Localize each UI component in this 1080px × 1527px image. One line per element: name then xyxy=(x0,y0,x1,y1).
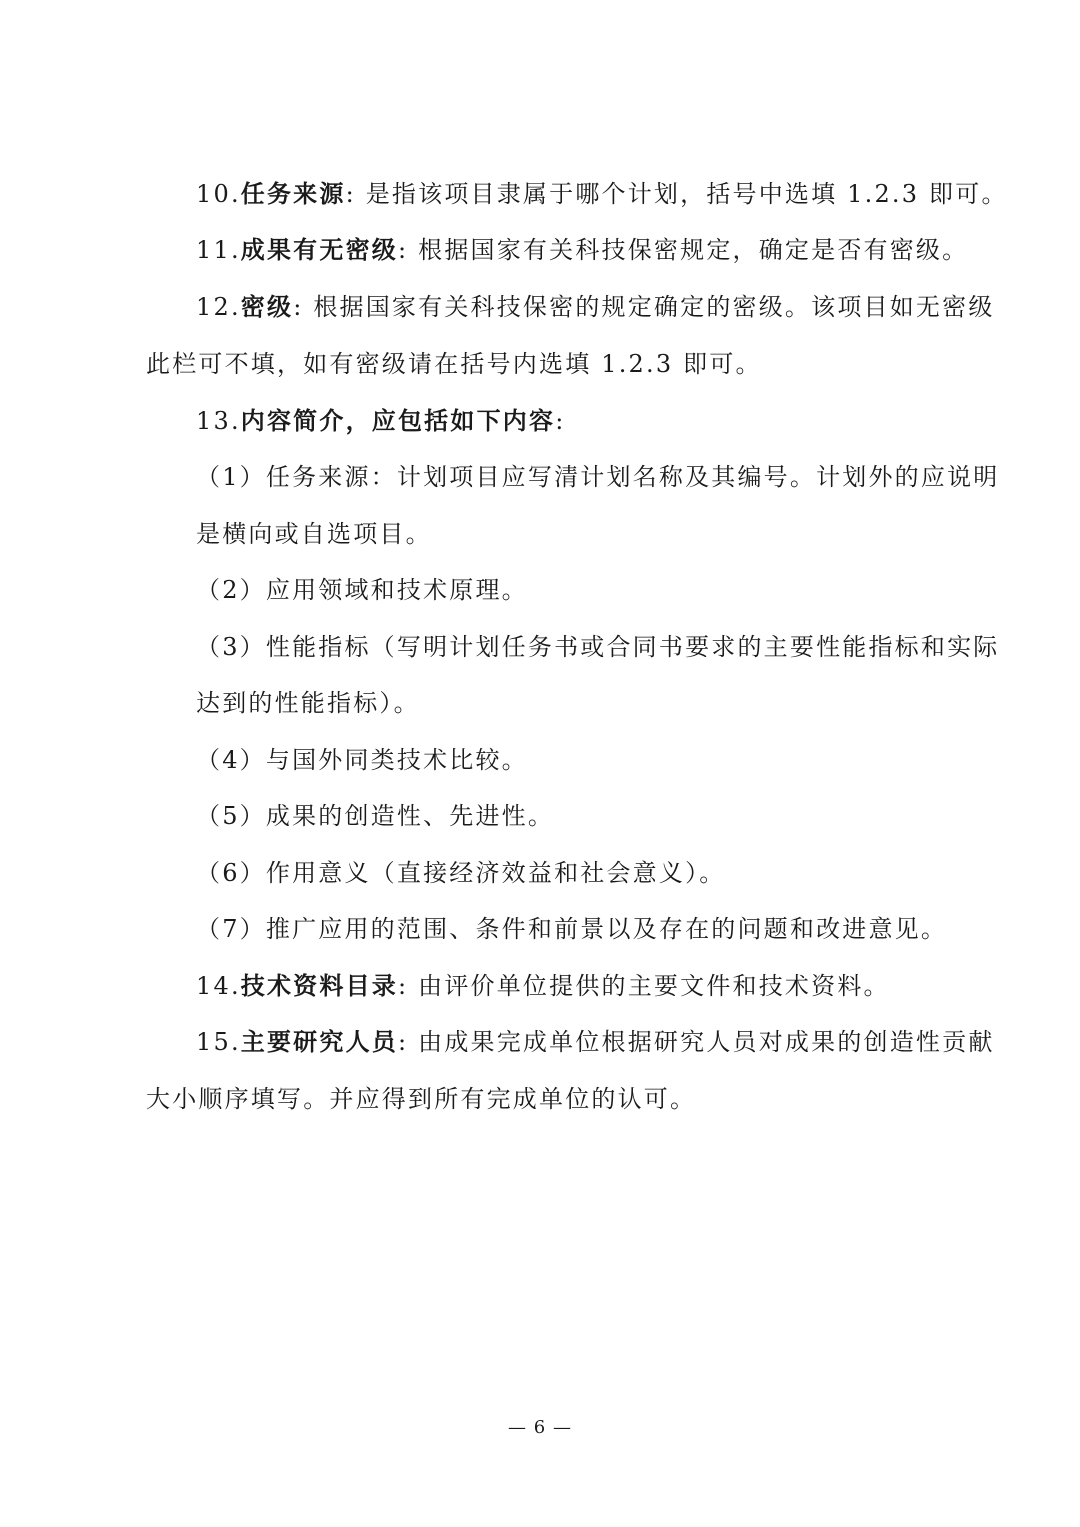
item-15-number: 15. xyxy=(196,1028,241,1056)
page-number: — 6 — xyxy=(508,1417,572,1438)
subitem-3 xyxy=(0,627,1080,667)
item-10-text: 是指该项目隶属于哪个计划，括号中选填 1.2.3 即可。 xyxy=(365,180,1008,208)
subitem-1-text-line1: （1）任务来源：计划项目应写清计划名称及其编号。计划外的应说明 xyxy=(196,463,1000,491)
item-11-text: 根据国家有关科技保密规定，确定是否有密级。 xyxy=(418,236,969,264)
subitem-4-text: （4）与国外同类技术比较。 xyxy=(196,746,528,774)
item-11-separator: : xyxy=(397,236,409,264)
item-15-continuation xyxy=(0,1079,1080,1119)
item-10-separator: : xyxy=(345,180,356,208)
subitem-4 xyxy=(0,740,1080,780)
item-13-number: 13. xyxy=(196,407,241,435)
item-12 xyxy=(0,287,1080,327)
item-11-label: 成果有无密级 xyxy=(240,235,398,264)
item-12-label: 密级 xyxy=(240,292,294,321)
item-11-number: 11. xyxy=(196,236,241,264)
item-13-separator: : xyxy=(555,407,566,435)
item-14-label: 技术资料目录 xyxy=(240,971,398,1000)
item-13 xyxy=(0,401,1080,441)
subitem-2 xyxy=(0,570,1080,610)
subitem-6 xyxy=(0,853,1080,893)
subitem-1-text-line2: 是横向或自选项目。 xyxy=(196,520,432,548)
item-12-separator: : xyxy=(293,293,304,321)
item-10-number: 10. xyxy=(196,180,241,208)
subitem-3-text-line2: 达到的性能指标）。 xyxy=(196,689,420,717)
item-12-text-line2: 此栏可不填，如有密级请在括号内选填 1.2.3 即可。 xyxy=(146,350,762,378)
item-14-separator: : xyxy=(397,972,409,1000)
item-14-text: 由评价单位提供的主要文件和技术资料。 xyxy=(418,972,890,1000)
item-12-number: 12. xyxy=(196,293,241,321)
subitem-5 xyxy=(0,796,1080,836)
item-15-separator: : xyxy=(397,1028,409,1056)
item-14 xyxy=(0,966,1080,1006)
subitem-3-continuation xyxy=(0,683,1080,723)
subitem-1-continuation xyxy=(0,514,1080,554)
item-15-label: 主要研究人员 xyxy=(240,1027,398,1056)
item-15-text-line1: 由成果完成单位根据研究人员对成果的创造性贡献 xyxy=(418,1028,995,1056)
item-15-text-line2: 大小顺序填写。并应得到所有完成单位的认可。 xyxy=(146,1085,697,1113)
item-12-text-line1: 根据国家有关科技保密的规定确定的密级。该项目如无密级 xyxy=(313,293,995,321)
item-12-continuation xyxy=(0,344,1080,384)
item-15 xyxy=(0,1022,1080,1062)
item-13-label: 内容简介，应包括如下内容 xyxy=(240,406,556,435)
item-10-label: 任务来源 xyxy=(240,179,346,208)
subitem-2-text: （2）应用领域和技术原理。 xyxy=(196,576,528,604)
subitem-1 xyxy=(0,457,1080,497)
subitem-7-text: （7）推广应用的范围、条件和前景以及存在的问题和改进意见。 xyxy=(196,915,948,943)
subitem-6-text: （6）作用意义（直接经济效益和社会意义）。 xyxy=(196,859,726,887)
item-10 xyxy=(0,174,1080,214)
subitem-5-text: （5）成果的创造性、先进性。 xyxy=(196,802,555,830)
item-11 xyxy=(0,230,1080,270)
item-14-number: 14. xyxy=(196,972,241,1000)
subitem-3-text-line1: （3）性能指标（写明计划任务书或合同书要求的主要性能指标和实际 xyxy=(196,633,1000,661)
subitem-7 xyxy=(0,909,1080,949)
